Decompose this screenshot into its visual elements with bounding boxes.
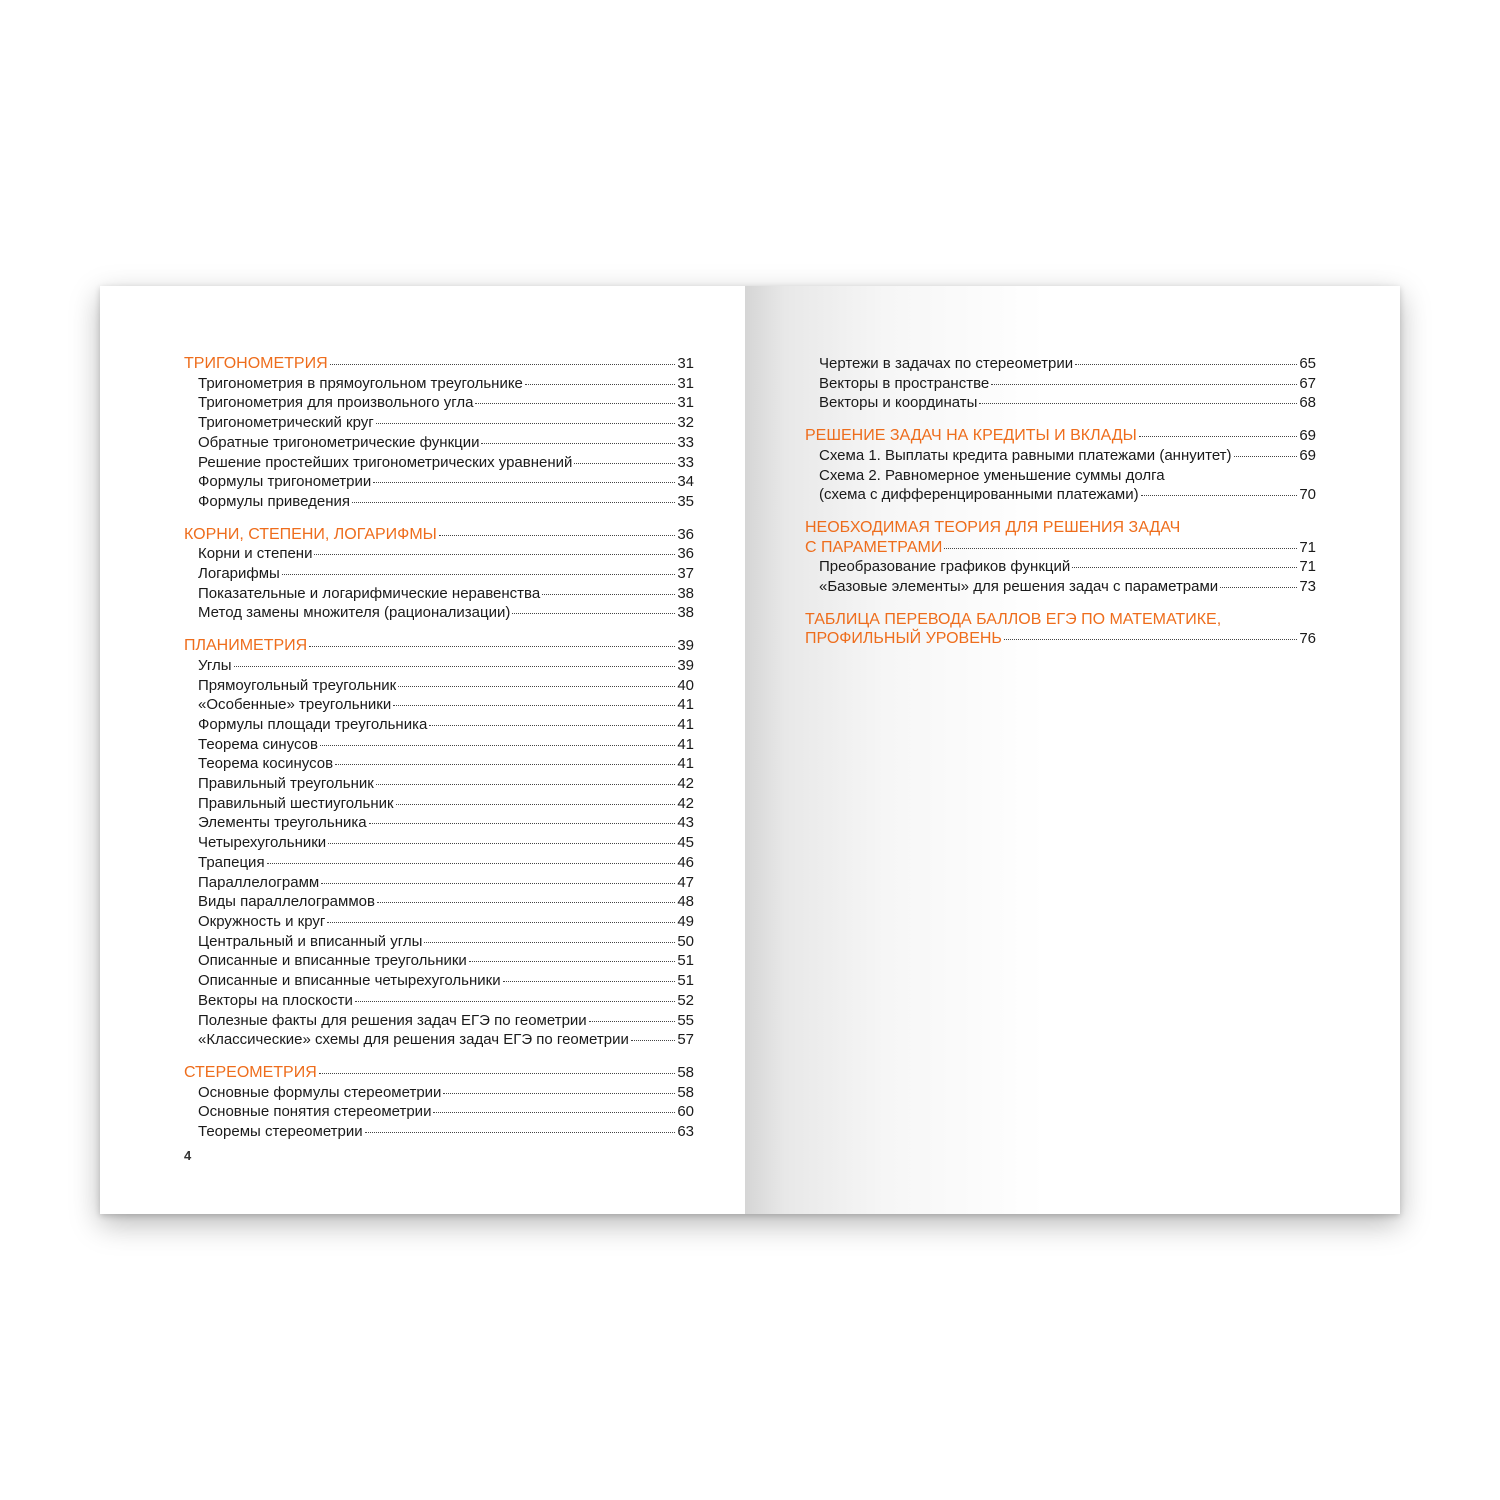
book-spread bbox=[100, 286, 1400, 1214]
toc-page-number: 39 bbox=[677, 656, 694, 674]
toc-item-title: Метод замены множителя (рационализации) bbox=[198, 604, 511, 622]
dot-leader bbox=[328, 843, 675, 844]
toc-page-number: 49 bbox=[677, 912, 694, 930]
toc-page-number: 46 bbox=[677, 853, 694, 871]
toc-page-number: 42 bbox=[677, 775, 694, 793]
dot-leader bbox=[475, 403, 675, 404]
toc-page-number: 41 bbox=[677, 696, 694, 714]
toc-section bbox=[184, 525, 694, 624]
toc-page-number: 31 bbox=[677, 394, 694, 412]
toc-heading[interactable] bbox=[805, 426, 1316, 446]
toc-page-number: 58 bbox=[677, 1063, 694, 1081]
toc-item-title: Векторы в пространстве bbox=[819, 374, 990, 392]
toc-page-number: 51 bbox=[677, 972, 694, 990]
parameters-section bbox=[805, 518, 1316, 597]
dot-leader bbox=[369, 823, 676, 824]
toc-item[interactable] bbox=[184, 374, 694, 394]
dot-leader bbox=[1220, 587, 1297, 588]
toc-item[interactable] bbox=[184, 603, 694, 623]
dot-leader bbox=[589, 1021, 676, 1022]
toc-item-title: Параллелограмм bbox=[198, 873, 320, 891]
toc-item-title: Схема 1. Выплаты кредита равными платежами (аннуитет) bbox=[819, 446, 1232, 464]
toc-item[interactable] bbox=[184, 991, 694, 1011]
toc-page-number: 41 bbox=[677, 735, 694, 753]
left-page bbox=[100, 286, 745, 1214]
toc-item-title: Решение простейших тригонометрических уравнений bbox=[198, 453, 573, 471]
toc-item[interactable] bbox=[805, 446, 1316, 466]
toc-page-number: 57 bbox=[677, 1031, 694, 1049]
toc-heading-title: КОРНИ, СТЕПЕНИ, ЛОГАРИФМЫ bbox=[184, 525, 437, 543]
toc-page-number: 67 bbox=[1299, 374, 1316, 392]
parameters-items bbox=[805, 557, 1316, 596]
dot-leader bbox=[424, 942, 675, 943]
dot-leader bbox=[542, 594, 675, 595]
right-toc bbox=[805, 354, 1316, 662]
dot-leader bbox=[525, 384, 675, 385]
toc-heading-title: ПЛАНИМЕТРИЯ bbox=[184, 637, 308, 655]
dot-leader bbox=[327, 922, 675, 923]
page-number: 4 bbox=[184, 1148, 192, 1163]
toc-page-number: 45 bbox=[677, 834, 694, 852]
dot-leader bbox=[352, 502, 675, 503]
dot-leader bbox=[365, 1132, 676, 1133]
toc-page-number: 40 bbox=[677, 676, 694, 694]
toc-item[interactable] bbox=[805, 577, 1316, 597]
toc-page-number: 58 bbox=[677, 1083, 694, 1101]
toc-page-number: 52 bbox=[677, 991, 694, 1009]
toc-page-number: 31 bbox=[677, 374, 694, 392]
toc-item[interactable] bbox=[184, 794, 694, 814]
toc-item-title: Чертежи в задачах по стереометрии bbox=[819, 355, 1074, 372]
dot-leader bbox=[398, 686, 675, 687]
toc-page-number: 36 bbox=[677, 545, 694, 563]
toc-item-title: Формулы приведения bbox=[198, 492, 350, 510]
toc-page-number: 70 bbox=[1299, 486, 1316, 504]
toc-section bbox=[184, 1063, 694, 1142]
toc-item[interactable] bbox=[184, 833, 694, 853]
toc-item-title: Обратные тригонометрические функции bbox=[198, 433, 480, 451]
dot-leader bbox=[991, 384, 1297, 385]
dot-leader bbox=[321, 883, 675, 884]
dot-leader bbox=[469, 961, 676, 962]
toc-section bbox=[184, 636, 694, 1050]
scores-table-section bbox=[805, 610, 1316, 649]
toc-item-title: Формулы площади треугольника bbox=[198, 715, 428, 733]
toc-heading-title: СТЕРЕОМЕТРИЯ bbox=[184, 1063, 317, 1081]
toc-item[interactable] bbox=[805, 374, 1316, 394]
toc-item-title: Основные понятия стереометрии bbox=[198, 1103, 432, 1121]
toc-page-number: 60 bbox=[677, 1103, 694, 1121]
toc-item[interactable] bbox=[184, 715, 694, 735]
toc-item-title: Корни и степени bbox=[198, 545, 313, 563]
dot-leader bbox=[393, 705, 675, 706]
toc-item[interactable] bbox=[184, 735, 694, 755]
toc-item-title: Окружность и круг bbox=[198, 912, 326, 930]
toc-item-title: Логарифмы bbox=[198, 565, 280, 583]
dot-leader bbox=[267, 863, 676, 864]
toc-item[interactable] bbox=[184, 774, 694, 794]
right-page bbox=[745, 286, 1400, 1214]
toc-item[interactable] bbox=[184, 564, 694, 584]
dot-leader bbox=[433, 1112, 675, 1113]
toc-item-title: Описанные и вписанные треугольники bbox=[198, 952, 467, 970]
toc-item-line[interactable]: Схема 2. Равномерное уменьшение суммы долга bbox=[819, 466, 1165, 484]
dot-leader bbox=[377, 902, 675, 903]
toc-section bbox=[184, 354, 694, 512]
toc-item-title: Векторы на плоскости bbox=[198, 991, 353, 1009]
dot-leader bbox=[376, 784, 675, 785]
toc-heading-line[interactable]: НЕОБХОДИМАЯ ТЕОРИЯ ДЛЯ РЕШЕНИЯ ЗАДАЧ bbox=[805, 518, 1181, 536]
toc-heading[interactable] bbox=[805, 629, 1316, 649]
toc-item[interactable] bbox=[805, 354, 1316, 374]
toc-item-title: Показательные и логарифмические неравенства bbox=[198, 584, 541, 602]
toc-item[interactable] bbox=[805, 485, 1316, 505]
toc-page-number: 69 bbox=[1299, 446, 1316, 464]
dot-leader bbox=[376, 423, 676, 424]
toc-item[interactable] bbox=[184, 393, 694, 413]
toc-page-number: 32 bbox=[677, 414, 694, 432]
dot-leader bbox=[1139, 436, 1298, 437]
toc-item-title: Теоремы стереометрии bbox=[198, 1123, 363, 1141]
dot-leader bbox=[335, 764, 675, 765]
dot-leader bbox=[234, 666, 676, 667]
toc-page-number: 33 bbox=[677, 433, 694, 451]
toc-item[interactable] bbox=[184, 813, 694, 833]
toc-heading[interactable] bbox=[184, 354, 694, 374]
toc-page-number: 36 bbox=[677, 525, 694, 543]
toc-page-number: 76 bbox=[1299, 630, 1316, 648]
toc-item-title: Тригонометрический круг bbox=[198, 414, 374, 432]
toc-item-title: Тригонометрия для произвольного угла bbox=[198, 394, 474, 412]
toc-page-number: 31 bbox=[677, 355, 694, 372]
dot-leader bbox=[314, 554, 675, 555]
dot-leader bbox=[1234, 456, 1298, 457]
dot-leader bbox=[1004, 639, 1297, 640]
toc-item[interactable] bbox=[184, 695, 694, 715]
toc-item-title: «Базовые элементы» для решения задач с параметрами bbox=[819, 578, 1219, 596]
toc-page-number: 41 bbox=[677, 715, 694, 733]
toc-page-number: 50 bbox=[677, 932, 694, 950]
dot-leader bbox=[320, 745, 675, 746]
toc-item[interactable] bbox=[184, 492, 694, 512]
toc-page-number: 47 bbox=[677, 873, 694, 891]
toc-page-number: 41 bbox=[677, 755, 694, 773]
toc-item[interactable] bbox=[184, 1011, 694, 1031]
toc-page-number: 48 bbox=[677, 893, 694, 911]
dot-leader bbox=[439, 535, 675, 536]
toc-item[interactable] bbox=[184, 433, 694, 453]
toc-item[interactable] bbox=[184, 676, 694, 696]
toc-item-title: Правильный треугольник bbox=[198, 775, 374, 793]
toc-item[interactable] bbox=[184, 754, 694, 774]
toc-item-title: Описанные и вписанные четырехугольники bbox=[198, 972, 501, 990]
dot-leader bbox=[443, 1093, 675, 1094]
dot-leader bbox=[574, 463, 675, 464]
toc-page-number: 42 bbox=[677, 794, 694, 812]
dot-leader bbox=[282, 574, 675, 575]
toc-item-title: Преобразование графиков функций bbox=[819, 558, 1071, 576]
toc-item-title: Тригонометрия в прямоугольном треугольнике bbox=[198, 374, 523, 392]
dot-leader bbox=[396, 804, 676, 805]
toc-page-number: 68 bbox=[1299, 394, 1316, 412]
toc-page-number: 63 bbox=[677, 1123, 694, 1141]
dot-leader bbox=[512, 613, 675, 614]
toc-item[interactable] bbox=[184, 892, 694, 912]
toc-item[interactable] bbox=[184, 932, 694, 952]
toc-item-title: Прямоугольный треугольник bbox=[198, 676, 397, 694]
dot-leader bbox=[309, 646, 675, 647]
toc-item[interactable] bbox=[184, 656, 694, 676]
toc-page-number: 65 bbox=[1299, 355, 1316, 372]
dot-leader bbox=[1075, 364, 1297, 365]
toc-item-title: «Классические» схемы для решения задач ЕГЭ по геометрии bbox=[198, 1031, 629, 1049]
toc-heading[interactable] bbox=[184, 636, 694, 656]
toc-heading-title: ПРОФИЛЬНЫЙ УРОВЕНЬ bbox=[805, 630, 1002, 648]
toc-heading-title: С ПАРАМЕТРАМИ bbox=[805, 538, 943, 556]
toc-item[interactable] bbox=[805, 557, 1316, 577]
toc-item[interactable] bbox=[184, 1122, 694, 1142]
toc-heading-title: ТРИГОНОМЕТРИЯ bbox=[184, 355, 328, 372]
toc-page-number: 69 bbox=[1299, 427, 1316, 445]
toc-item-title: Правильный шестиугольник bbox=[198, 794, 394, 812]
toc-page-number: 38 bbox=[677, 604, 694, 622]
dot-leader bbox=[355, 1001, 675, 1002]
toc-item-title: Центральный и вписанный углы bbox=[198, 932, 423, 950]
toc-item[interactable] bbox=[184, 453, 694, 473]
toc-item-title: Элементы треугольника bbox=[198, 814, 367, 832]
toc-item[interactable] bbox=[184, 1102, 694, 1122]
toc-item[interactable] bbox=[805, 393, 1316, 413]
toc-page-number: 33 bbox=[677, 453, 694, 471]
toc-item[interactable] bbox=[184, 472, 694, 492]
toc-heading[interactable] bbox=[184, 1063, 694, 1083]
toc-item-title: «Особенные» треугольники bbox=[198, 696, 392, 714]
toc-item[interactable] bbox=[184, 951, 694, 971]
dot-leader bbox=[1141, 495, 1298, 496]
toc-page-number: 71 bbox=[1299, 558, 1316, 576]
dot-leader bbox=[330, 364, 676, 365]
dot-leader bbox=[319, 1073, 676, 1074]
toc-item[interactable] bbox=[184, 544, 694, 564]
dot-leader bbox=[481, 443, 675, 444]
toc-item-title: Теорема косинусов bbox=[198, 755, 334, 773]
toc-item[interactable] bbox=[184, 873, 694, 893]
toc-heading-line[interactable]: ТАБЛИЦА ПЕРЕВОДА БАЛЛОВ ЕГЭ ПО МАТЕМАТИКЕ, bbox=[805, 610, 1222, 628]
toc-item-title: Четырехугольники bbox=[198, 834, 327, 852]
toc-page-number: 34 bbox=[677, 473, 694, 491]
toc-item-title: Формулы тригонометрии bbox=[198, 473, 372, 491]
toc-page-number: 55 bbox=[677, 1011, 694, 1029]
toc-heading-title: РЕШЕНИЕ ЗАДАЧ НА КРЕДИТЫ И ВКЛАДЫ bbox=[805, 427, 1137, 445]
toc-page-number: 35 bbox=[677, 492, 694, 510]
toc-page-number: 73 bbox=[1299, 578, 1316, 596]
toc-page-number: 71 bbox=[1299, 538, 1316, 556]
toc-item-title: Виды параллелограммов bbox=[198, 893, 375, 911]
dot-leader bbox=[1072, 567, 1297, 568]
dot-leader bbox=[373, 482, 675, 483]
toc-page-number: 37 bbox=[677, 565, 694, 583]
toc-item-title: Основные формулы стереометрии bbox=[198, 1083, 442, 1101]
toc-item[interactable] bbox=[184, 971, 694, 991]
toc-item[interactable] bbox=[184, 413, 694, 433]
toc-item-title: Теорема синусов bbox=[198, 735, 318, 753]
toc-item[interactable] bbox=[184, 584, 694, 604]
toc-item[interactable] bbox=[184, 1030, 694, 1050]
toc-item[interactable] bbox=[184, 912, 694, 932]
toc-page-number: 39 bbox=[677, 637, 694, 655]
toc-item-title: (схема с дифференцированными платежами) bbox=[819, 486, 1139, 504]
dot-leader bbox=[503, 981, 676, 982]
toc-page-number: 38 bbox=[677, 584, 694, 602]
toc-heading[interactable] bbox=[184, 525, 694, 545]
left-toc bbox=[184, 354, 694, 1155]
stereometry-continued bbox=[805, 354, 1316, 413]
toc-page-number: 43 bbox=[677, 814, 694, 832]
dot-leader bbox=[429, 725, 675, 726]
toc-item-title: Векторы и координаты bbox=[819, 394, 978, 412]
toc-item[interactable] bbox=[184, 853, 694, 873]
toc-item-title: Углы bbox=[198, 656, 232, 674]
toc-item[interactable] bbox=[184, 1083, 694, 1103]
dot-leader bbox=[944, 548, 1297, 549]
toc-page-number: 51 bbox=[677, 952, 694, 970]
credits-section bbox=[805, 426, 1316, 505]
toc-item-title: Полезные факты для решения задач ЕГЭ по геометрии bbox=[198, 1011, 587, 1029]
dot-leader bbox=[631, 1040, 675, 1041]
dot-leader bbox=[979, 403, 1297, 404]
toc-heading[interactable] bbox=[805, 538, 1316, 558]
toc-item-title: Трапеция bbox=[198, 853, 265, 871]
